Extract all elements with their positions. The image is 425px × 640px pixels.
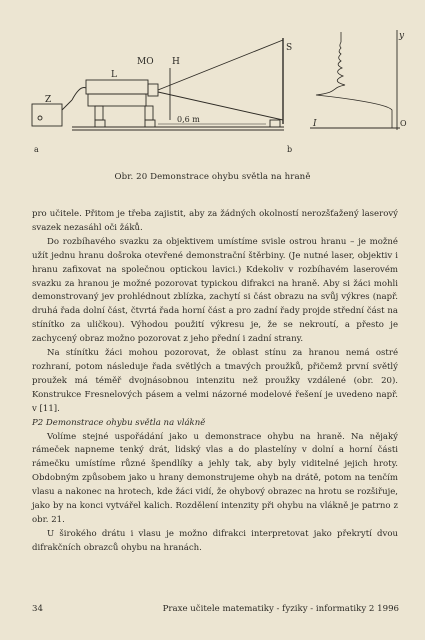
paragraph: Volíme stejné uspořádání jako u demonstrace ohybu na hraně. Na nějaký rámeček napneme tenký drát, lidský vlas a do plastelíny v dolní a horní části rámečku umístíme různé špendlíky a jehly tak, aby byly viditelné jejich hroty. Obdobným způsobem jako u hrany demonstrujeme ohyb na drátě, potom na tenčím vlasu a nakonec na hrotech, kde žáci vidí, že ohybový obrazec na hrotu se rozšiřuje, jako by na konci vytvářel kalich. Rozdělení intenzity při ohybu na vlákně je patrno z obr. 21. (32, 431, 398, 525)
label-h: H (172, 57, 180, 67)
label-i: I (313, 119, 317, 129)
label-z: Z (45, 95, 52, 105)
section-heading: P2 Demonstrace ohybu světla na vlákně (32, 417, 206, 428)
journal-title: Praxe učitele matematiky - fyziky - informatiky 2 1996 (162, 604, 399, 614)
label-a: a (34, 145, 39, 154)
body-text (32, 208, 398, 556)
label-mo: MO (137, 57, 154, 67)
figure-caption: Obr. 20 Demonstrace ohybu světla na hraně (114, 172, 311, 182)
paragraph: Na stínítku žáci mohou pozorovat, že oblast stínu za hranou nemá ostré rozhraní, potom následuje řada světlých a tmavých proužků, přičemž první světlý proužek má téměř dvojnásobnou intenzitu než proužky vzdálené (obr. 20). Konstrukce Fresnelových pásem a velmi názorné modelové řešení je uvedeno např. v [11]. (32, 348, 398, 414)
label-distance: 0,6 m (177, 115, 200, 124)
label-y: y (399, 31, 405, 41)
label-b: b (287, 145, 293, 154)
paragraph: U širokého drátu i vlasu je možno difrakci interpretovat jako překrytí dvou difrakčních obrazců ohybu na hranách. (32, 528, 398, 553)
label-l: L (111, 70, 117, 80)
figure-20 (0, 0, 425, 165)
label-s: S (286, 43, 293, 53)
paragraph: Do rozbíhavého svazku za objektivem umístíme svisle ostrou hranu – je možné užít jednu hranu došroka otevřené demonstrační štěrbiny. (Je nutné laser, objektiv i hranu zafixovat na společnou optickou lavici.) Kdekoliv v rozbíhavém laserovém svazku za hranou je možné pozorovat typickou difrakci na hraně. Aby si žáci mohli demonstrovaný jev prohlédnout zblízka, zachytí si část obrazu na svůj výkres (např. druhá řada dolní část, čtvrtá řada horní část a pro zadní řady projde střední část na stínítko za uličkou). Výhodou použití výkresu je, že se nekroutí, a přesto je zachycený obraz možno pozorovat z jeho přední i zadní strany. (32, 236, 398, 345)
page-number: 34 (32, 604, 43, 614)
paragraph: pro učitele. Přitom je třeba zajistit, aby za žádných okolností nerozšťažený laserový svazek nezasáhl oči žáků. (32, 209, 398, 233)
label-o: O (400, 119, 407, 128)
